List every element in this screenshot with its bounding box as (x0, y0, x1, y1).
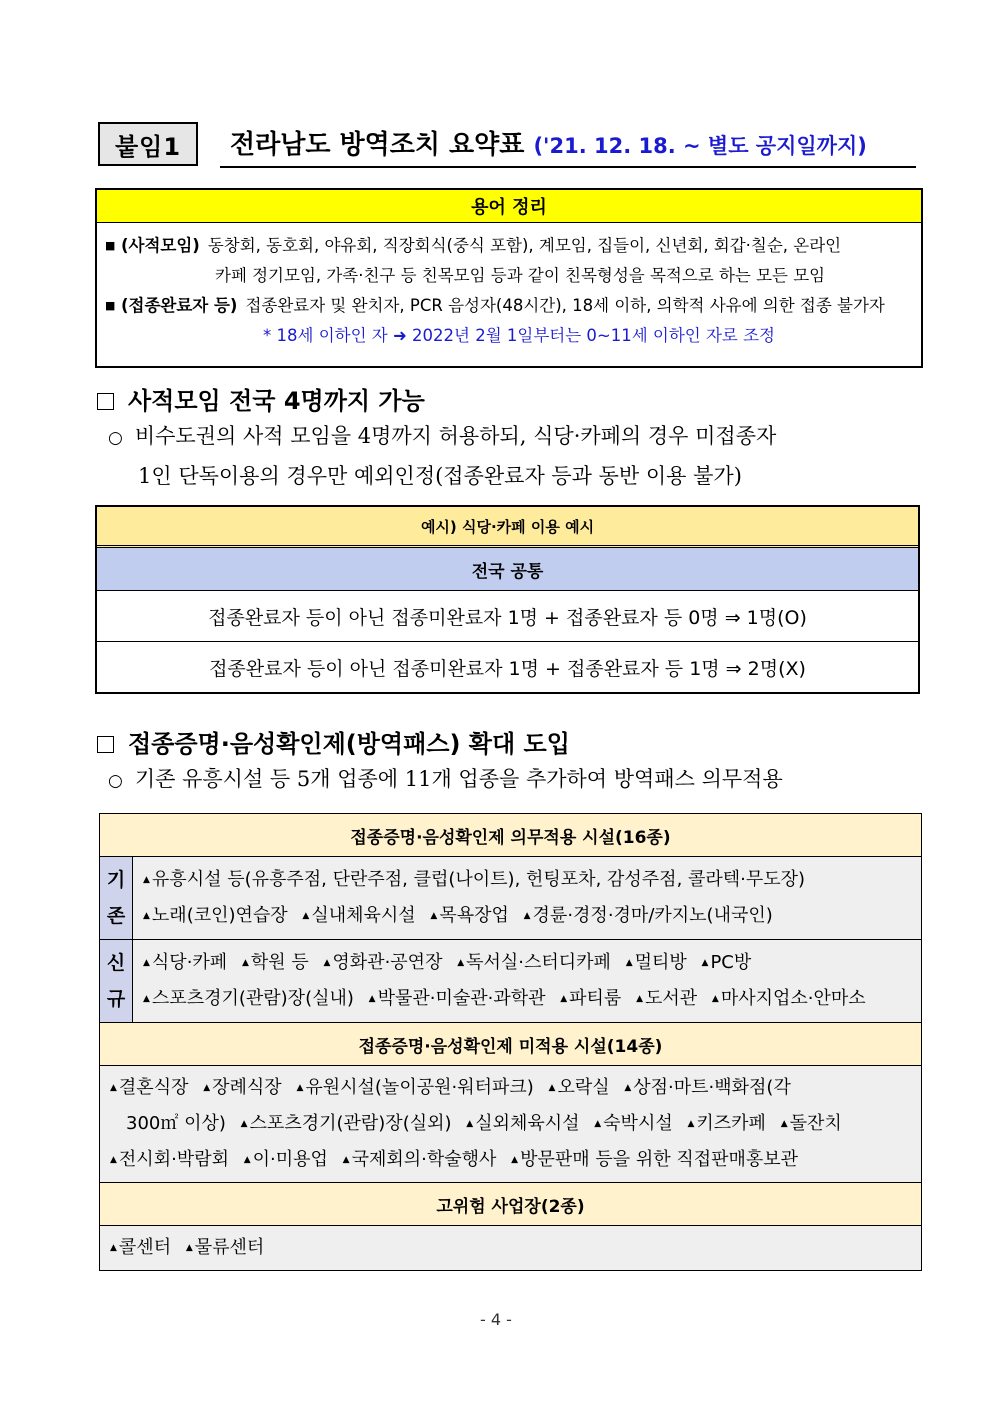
label-char: 기 (106, 869, 126, 891)
facility-item (302, 905, 415, 926)
facility-item-label: 오락실 (557, 1077, 610, 1098)
high-risk-heading: 고위험 사업장(2종) (100, 1183, 921, 1226)
high-risk-list (100, 1226, 921, 1270)
facility-item (466, 1113, 579, 1134)
triangle-bullet-icon: ▲ (342, 1155, 350, 1165)
facility-item-label: 방문판매 등을 위한 직접판매홍보관 (520, 1149, 799, 1170)
triangle-bullet-icon: ▲ (594, 1119, 602, 1129)
facility-item-label: 멀티방 (634, 952, 687, 973)
title-underline (220, 166, 916, 168)
facility-item (524, 905, 773, 926)
facility-item-label: 마사지업소·안마소 (720, 988, 866, 1009)
section-heading-text: 사적모임 전국 4명까지 가능 (128, 387, 425, 415)
triangle-bullet-icon: ▲ (302, 911, 310, 921)
triangle-bullet-icon: ▲ (110, 1243, 117, 1253)
facility-item-label: 학원 등 (250, 952, 309, 973)
glossary-term: (사적모임) (121, 236, 200, 255)
triangle-bullet-icon: ▲ (780, 1119, 788, 1129)
facility-item-label: 영화관·공연장 (332, 952, 443, 973)
facility-item-label: 목욕장업 (439, 905, 509, 926)
facility-item-label: 노래(코인)연습장 (151, 905, 288, 926)
example-table-caption: 예시) 식당·카페 이용 예시 (97, 507, 918, 548)
circle-bullet-icon: ○ (108, 428, 123, 448)
facility-item (110, 1149, 229, 1170)
exempt-line2 (110, 1106, 911, 1142)
page-number: - 4 - (480, 1310, 512, 1329)
checkbox-square-icon (97, 736, 114, 753)
date-range: ('21. 12. 18. ~ 별도 공지일까지) (533, 134, 867, 158)
square-bullet-icon: ■ (105, 299, 116, 312)
section1-paragraph-line2: 1인 단독이용의 경우만 예외인정(접종완료자 등과 동반 이용 불가) (138, 464, 742, 488)
glossary-heading: 용어 정리 (97, 190, 921, 223)
facility-item (203, 1077, 281, 1098)
facility-item-label: 물류센터 (194, 1237, 265, 1258)
facility-item (712, 988, 866, 1009)
glossary-definition: 동창회, 동호회, 야유회, 직장회식(중식 포함), 계모임, 집들이, 신년회, 회갑·칠순, 온라인 (207, 236, 842, 255)
facility-item-cont: 300㎡ 이상) (126, 1113, 226, 1134)
triangle-bullet-icon: ▲ (143, 958, 150, 968)
square-bullet-icon: ■ (105, 239, 116, 252)
facility-item (143, 869, 805, 890)
example-table-subheader: 전국 공통 (97, 548, 918, 591)
facility-item (430, 905, 508, 926)
facility-item-label: 독서실·스터디카페 (466, 952, 611, 973)
facility-item-label: 숙박시설 (603, 1113, 673, 1134)
section-heading-vaccine-pass (97, 724, 570, 759)
facility-item-label: 유원시설(놀이공원·워터파크) (305, 1077, 534, 1098)
new-facilities-group (100, 940, 921, 1023)
facility-item (296, 1077, 533, 1098)
existing-line1 (143, 862, 911, 898)
triangle-bullet-icon: ▲ (203, 1083, 211, 1093)
triangle-bullet-icon: ▲ (296, 1083, 304, 1093)
section-heading-private-gathering (97, 381, 425, 416)
label-char: 신 (106, 952, 126, 974)
glossary-term: (접종완료자 등) (121, 296, 238, 315)
facility-item-label: 파티룸 (569, 988, 622, 1009)
facility-item-label: 키즈카페 (696, 1113, 766, 1134)
existing-line2 (143, 898, 911, 934)
facility-item (511, 1149, 798, 1170)
paragraph-text: 기존 유흥시설 등 5개 업종에 11개 업종을 추가하여 방역패스 의무적용 (134, 767, 783, 791)
page-title (230, 124, 867, 161)
glossary-box (95, 188, 923, 368)
facility-item-label: 스포츠경기(관람)장(실외) (249, 1113, 452, 1134)
facility-item (594, 1113, 672, 1134)
triangle-bullet-icon: ▲ (560, 994, 568, 1004)
facility-item (343, 1149, 497, 1170)
facility-item (323, 952, 442, 973)
exempt-facilities-list (100, 1066, 921, 1183)
facility-item-label: 상점·마트·백화점(각 (633, 1077, 791, 1098)
facility-item (143, 952, 227, 973)
existing-label (100, 857, 133, 939)
triangle-bullet-icon: ▲ (636, 994, 643, 1004)
exempt-line3 (110, 1142, 911, 1178)
triangle-bullet-icon: ▲ (240, 1119, 248, 1129)
facility-item (636, 988, 697, 1009)
triangle-bullet-icon: ▲ (323, 958, 331, 968)
facility-item (457, 952, 611, 973)
facility-item (186, 1237, 264, 1258)
facility-item-label: 박물관·미술관·과학관 (377, 988, 546, 1009)
triangle-bullet-icon: ▲ (625, 958, 633, 968)
triangle-bullet-icon: ▲ (143, 875, 150, 885)
triangle-bullet-icon: ▲ (511, 1155, 519, 1165)
facility-item-label: 이·미용업 (252, 1149, 328, 1170)
facility-item (687, 1113, 765, 1134)
facility-item-label: 장례식장 (212, 1077, 282, 1098)
facility-item-label: 콜센터 (118, 1237, 172, 1258)
facility-item-label: 식당·카페 (151, 952, 228, 973)
mandatory-facilities-heading: 접종증명·음성확인제 의무적용 시설(16종) (100, 814, 921, 857)
glossary-definition-cont: 카페 정기모임, 가족·친구 등 친목모임 등과 같이 친목형성을 목적으로 하는 모든 모임 (215, 266, 826, 285)
new-line1 (143, 945, 911, 981)
circle-bullet-icon: ○ (108, 771, 123, 791)
facility-item (143, 988, 354, 1009)
example-table (95, 505, 920, 694)
facility-item-label: 도서관 (644, 988, 698, 1009)
facility-item (626, 952, 687, 973)
facility-item (549, 1077, 610, 1098)
triangle-bullet-icon: ▲ (457, 958, 465, 968)
triangle-bullet-icon: ▲ (185, 1243, 193, 1253)
attachment-tag (98, 122, 198, 166)
example-table-row: 접종완료자 등이 아닌 접종미완료자 1명 + 접종완료자 등 0명 ⇒ 1명(O) (208, 606, 807, 629)
triangle-bullet-icon: ▲ (687, 1119, 695, 1129)
section-heading-text: 접종증명·음성확인제(방역패스) 확대 도입 (128, 730, 570, 758)
facility-item-label: 돌잔치 (789, 1113, 842, 1134)
facility-item-label: 전시회·박람회 (118, 1149, 229, 1170)
facility-item-label: 유흥시설 등(유흥주점, 단란주점, 클럽(나이트), 헌팅포차, 감성주점, 콜라텍·무도장) (151, 869, 806, 890)
facility-item-label: 스포츠경기(관람)장(실내) (151, 988, 354, 1009)
new-line2 (143, 981, 911, 1017)
checkbox-square-icon (97, 393, 114, 410)
facility-item (110, 1237, 171, 1258)
triangle-bullet-icon: ▲ (368, 994, 376, 1004)
facility-table (99, 813, 922, 1271)
facility-item (241, 1113, 452, 1134)
example-table-row: 접종완료자 등이 아닌 접종미완료자 1명 + 접종완료자 등 1명 ⇒ 2명(X) (97, 641, 918, 692)
triangle-bullet-icon: ▲ (466, 1119, 474, 1129)
facility-item (143, 905, 288, 926)
facility-item (110, 1077, 188, 1098)
facility-item (702, 952, 752, 973)
label-char: 존 (106, 905, 126, 927)
glossary-note: * 18세 이하인 자 ➜ 2022년 2월 1일부터는 0~11세 이하인 자로 조정 (263, 326, 775, 345)
glossary-definition: 접종완료자 및 완치자, PCR 음성자(48시간), 18세 이하, 의학적 사유에 의한 접종 불가자 (245, 296, 885, 315)
triangle-bullet-icon: ▲ (110, 1155, 117, 1165)
section2-paragraph (108, 759, 783, 801)
facility-item (244, 1149, 328, 1170)
triangle-bullet-icon: ▲ (711, 994, 719, 1004)
exempt-line1 (110, 1070, 911, 1106)
triangle-bullet-icon: ▲ (143, 911, 150, 921)
triangle-bullet-icon: ▲ (523, 911, 531, 921)
triangle-bullet-icon: ▲ (430, 911, 438, 921)
facility-item-label: 경륜·경정·경마/카지노(내국인) (532, 905, 773, 926)
triangle-bullet-icon: ▲ (110, 1083, 117, 1093)
label-char: 규 (106, 988, 126, 1010)
triangle-bullet-icon: ▲ (701, 958, 709, 968)
facility-item-label: PC방 (710, 952, 752, 973)
facility-item (369, 988, 546, 1009)
triangle-bullet-icon: ▲ (143, 994, 150, 1004)
triangle-bullet-icon: ▲ (241, 958, 249, 968)
attachment-tag-label: 붙임1 (114, 132, 182, 161)
facility-item-label: 결혼식장 (118, 1077, 189, 1098)
exempt-facilities-heading: 접종증명·음성확인제 미적용 시설(14종) (100, 1023, 921, 1066)
facility-item-label: 실내체육시설 (311, 905, 416, 926)
facility-item (624, 1077, 791, 1098)
triangle-bullet-icon: ▲ (548, 1083, 556, 1093)
paragraph-text: 비수도권의 사적 모임을 4명까지 허용하되, 식당·카페의 경우 미접종자 (134, 424, 777, 448)
facility-item-label: 실외체육시설 (475, 1113, 580, 1134)
page-title-text: 전라남도 방역조치 요약표 (230, 130, 525, 160)
facility-item (242, 952, 309, 973)
glossary-item-vaccinated (105, 291, 913, 321)
section1-paragraph-line1 (108, 416, 776, 458)
facility-item (781, 1113, 842, 1134)
facility-item (560, 988, 621, 1009)
triangle-bullet-icon: ▲ (624, 1083, 632, 1093)
new-label (100, 940, 133, 1022)
glossary-item-private-gathering (105, 231, 913, 261)
triangle-bullet-icon: ▲ (243, 1155, 251, 1165)
facility-item-label: 국제회의·학술행사 (351, 1149, 497, 1170)
existing-facilities-group (100, 857, 921, 940)
